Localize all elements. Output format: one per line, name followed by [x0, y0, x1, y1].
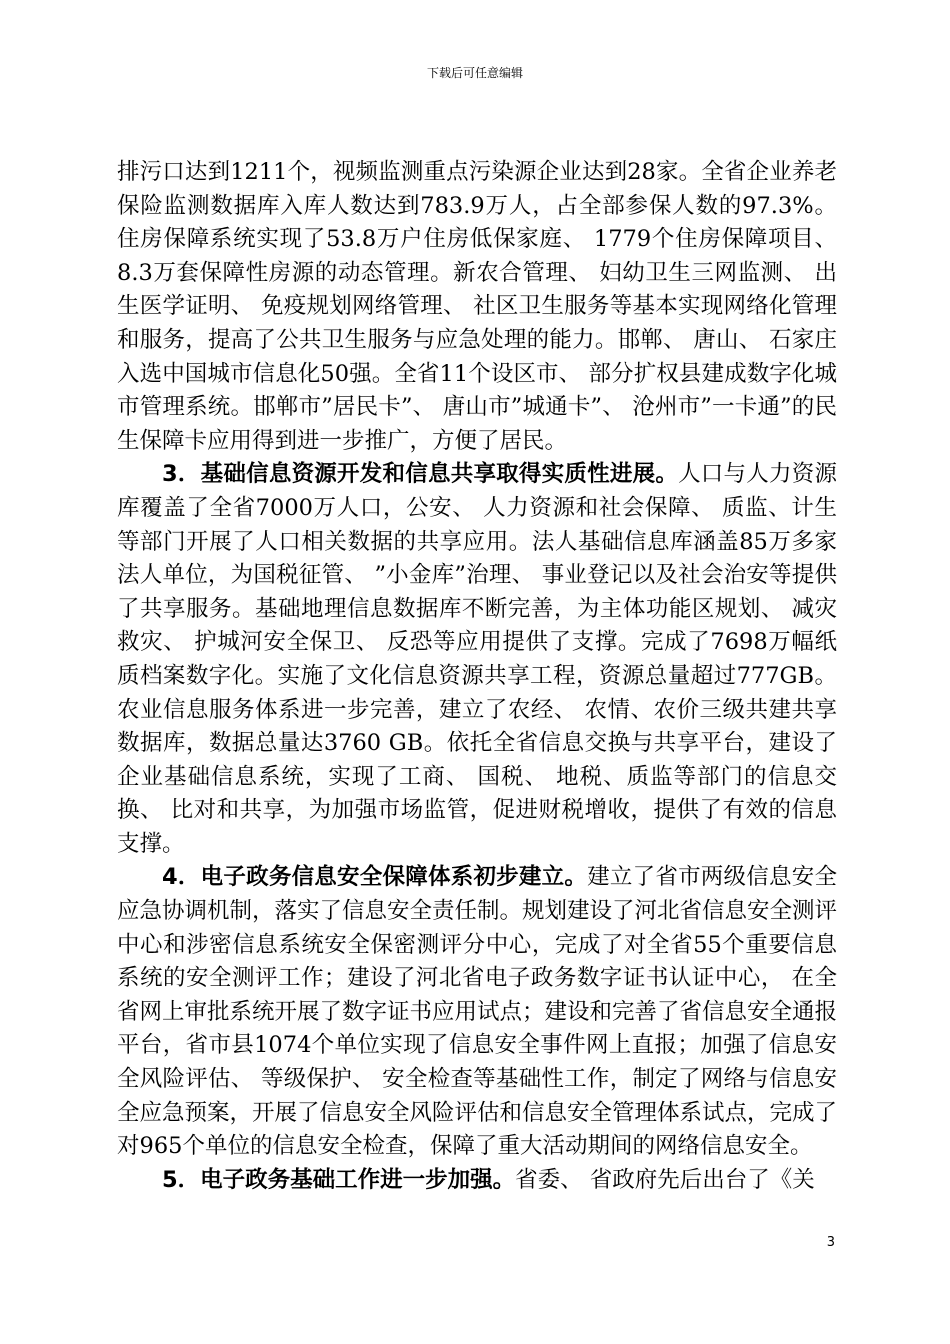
page-header: 下载后可任意编辑 — [426, 66, 523, 80]
paragraph-2-text: 人口与人力资源库覆盖了全省7000万人口，公安、 人力资源和社会保障、 质监、计生等部门开展了人口相关数据的共享应用。法人基础信息库涵盖85万多家法人单位，为国税征管、 ”小金库”治理、 事业登记以及社会治安等提供了共享服务。基础地理信息数据库不断完善，为主体功能区规划、 减灾救灾、 护城河安全保卫、 反恐等应用提供了支撑。完成了7698万幅纸质档案数字化。实施了文化信息资源共享工程，资源总量超过777GB。农业信息服务体系进一步完善，建立了农经、 农情、农价三级共建共享数据库，数据总量达3760 GB。依托全省信息交换与共享平台，建设了企业基础信息系统，实现了工商、 国税、 地税、质监等部门的信息交换、 比对和共享，为加强市场监管，促进财税增收，提供了有效的信息支撑。 — [117, 461, 837, 857]
paragraph-3 — [117, 861, 837, 1163]
paragraph-4-text: 省委、 省政府先后出台了《关 — [515, 1166, 815, 1193]
paragraph-4-heading: 5．电子政务基础工作进一步加强。 — [162, 1166, 516, 1193]
paragraph-3-heading: 4．电子政务信息安全保障体系初步建立。 — [162, 864, 588, 891]
paragraph-1-text: 排污口达到1211个，视频监测重点污染源企业达到28家。全省企业养老保险监测数据库入库人数达到783.9万人，占全部参保人数的97.3%。住房保障系统实现了53.8万户住房低保家庭、 1779个住房保障项目、 8.3万套保障性房源的动态管理。新农合管理、 妇幼卫生三网监测、 出生医学证明、 免疫规划网络管理、 社区卫生服务等基本实现网络化管理和服务，提高了公共卫生服务与应急处理的能力。邯郸、 唐山、 石家庄入选中国城市信息化50强。全省11个设区市、 部分扩权县建成数字化城市管理系统。邯郸市”居民卡”、 唐山市”城通卡”、 沧州市”一卡通”的民生保障卡应用得到进一步推广，方便了居民。 — [117, 159, 837, 454]
paragraph-3-text: 建立了省市两级信息安全应急协调机制，落实了信息安全责任制。规划建设了河北省信息安全测评中心和涉密信息系统安全保密测评分中心，完成了对全省55个重要信息系统的安全测评工作；建设了河北省电子政务数字证书认证中心， 在全省网上审批系统开展了数字证书应用试点；建设和完善了省信息安全通报平台，省市县1074个单位实现了信息安全事件网上直报；加强了信息安全风险评估、 等级保护、 安全检查等基础性工作，制定了网络与信息安全应急预案，开展了信息安全风险评估和信息安全管理体系试点，完成了对965个单位的信息安全检查，保障了重大活动期间的网络信息安全。 — [117, 864, 838, 1160]
document-body — [117, 156, 837, 1197]
paragraph-4 — [117, 1164, 837, 1198]
page-number: 3 — [826, 1235, 835, 1250]
paragraph-2 — [117, 458, 837, 861]
paragraph-2-heading: 3．基础信息资源开发和信息共享取得实质性进展。 — [162, 461, 679, 488]
paragraph-1 — [117, 156, 837, 458]
